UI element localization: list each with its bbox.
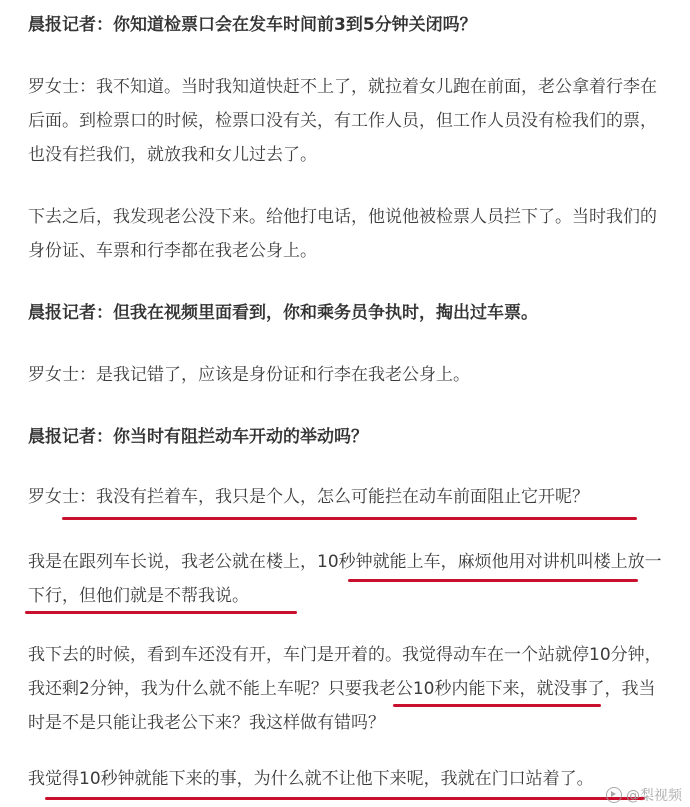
answer-paragraph-7-end: ，为什么就不让他下来呢，我就在门口站着了。: [236, 769, 594, 789]
red-underline-4: [393, 704, 601, 707]
answer-paragraph-4: 罗女士：我没有拦着车，我只是个人，怎么可能拦在动车前面阻止它开呢？: [28, 487, 589, 507]
answer-paragraph-7-highlight: 我觉得10秒钟就能下来的事: [28, 769, 237, 789]
answer-paragraph-7: [28, 762, 668, 796]
answer-paragraph-6-start: 我下去的时候，看到车还没有开，车门是开着的。我觉得动车在一个站就停10分钟，我还剩2分钟，我为什么就不能上车呢？: [28, 645, 662, 699]
video-play-icon: [606, 787, 622, 803]
watermark-text: @梨视频: [626, 788, 682, 804]
red-underline-3: [25, 611, 297, 614]
answer-paragraph-6: [28, 638, 668, 740]
answer-paragraph-3: 罗女士：是我记错了，应该是身份证和行李在我老公身上。: [28, 365, 470, 385]
watermark: [606, 785, 682, 805]
reporter-question-1: 晨报记者：你知道检票口会在发车时间前3到5分钟关闭吗？: [28, 15, 477, 35]
answer-paragraph-5-highlight: 10秒钟就能上车，麻烦他用对讲机叫楼上放一下行，但他们就是不帮我说。: [28, 552, 662, 606]
red-underline-5: [45, 797, 645, 800]
red-underline-1: [62, 517, 637, 520]
answer-paragraph-2: 下去之后，我发现老公没下来。给他打电话，他说他被检票人员拦下了。当时我们的身份证、车票和行李都在我老公身上。: [28, 207, 657, 261]
answer-paragraph-6-end: ，就没事了，我当时是不是只能让我老公下来？我这样做有错吗？: [28, 679, 656, 733]
reporter-question-2: 晨报记者：但我在视频里面看到，你和乘务员争执时，掏出过车票。: [28, 303, 538, 323]
reporter-question-3: 晨报记者：你当时有阻拦动车开动的举动吗？: [28, 427, 368, 447]
answer-paragraph-6-highlight: 只要我老公10秒内能下来: [327, 679, 520, 699]
answer-paragraph-1: 罗女士：我不知道。当时我知道快赶不上了，就拉着女儿跑在前面，老公拿着行李在后面。到检票口的时候，检票口没有关，有工作人员，但工作人员没有检我们的票，也没有拦我们，就放我和女儿过去了。: [28, 77, 657, 165]
answer-paragraph-5-start: 我是在跟列车长说，我老公就在楼上，: [28, 552, 317, 572]
red-underline-2: [348, 579, 638, 582]
